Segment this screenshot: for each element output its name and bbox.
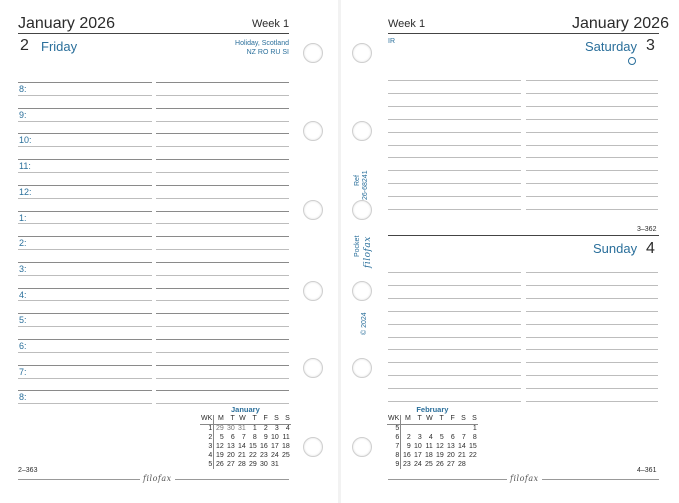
calendar-day: 24 bbox=[270, 451, 279, 459]
weekday-header: M bbox=[214, 415, 225, 424]
weekday-header: S bbox=[280, 415, 291, 424]
calendar-day bbox=[280, 460, 291, 469]
writing-line bbox=[388, 132, 521, 133]
writing-line bbox=[526, 298, 658, 299]
calendar-day: 5 bbox=[219, 433, 224, 441]
calendar-day: 31 bbox=[237, 424, 246, 432]
writing-line bbox=[526, 170, 658, 171]
weekday-header: M bbox=[401, 415, 412, 424]
mini-calendar-grid bbox=[387, 415, 478, 469]
calendar-day: 7 bbox=[461, 433, 466, 441]
writing-line bbox=[526, 209, 658, 210]
calendar-day: 29 bbox=[215, 424, 224, 432]
writing-line bbox=[156, 121, 289, 122]
calendar-day: 9 bbox=[406, 442, 411, 450]
left-header-rule bbox=[18, 33, 289, 34]
calendar-day: 15 bbox=[248, 442, 257, 450]
calendar-day: 21 bbox=[457, 451, 466, 459]
weekday-header: W bbox=[236, 415, 247, 424]
holiday-ir: IR bbox=[388, 38, 395, 45]
writing-line bbox=[388, 311, 521, 312]
hour-label: 11: bbox=[19, 161, 31, 172]
calendar-day bbox=[434, 424, 445, 433]
writing-line bbox=[18, 108, 152, 109]
writing-line bbox=[18, 172, 152, 173]
week-number: 3 bbox=[200, 442, 214, 451]
calendar-day: 14 bbox=[457, 442, 466, 450]
writing-line bbox=[156, 82, 289, 83]
calendar-day: 7 bbox=[241, 433, 246, 441]
calendar-day: 25 bbox=[424, 460, 433, 468]
writing-line bbox=[156, 339, 289, 340]
right-week-label: Week 1 bbox=[388, 18, 426, 30]
writing-line bbox=[388, 209, 521, 210]
writing-line bbox=[156, 249, 289, 250]
writing-line bbox=[526, 388, 658, 389]
writing-line bbox=[526, 145, 658, 146]
writing-line bbox=[18, 288, 152, 289]
writing-line bbox=[388, 285, 521, 286]
ring-hole bbox=[352, 437, 372, 457]
calendar-day: 30 bbox=[226, 424, 235, 432]
writing-line bbox=[18, 339, 152, 340]
writing-line bbox=[156, 211, 289, 212]
hour-label: 2: bbox=[19, 238, 27, 249]
calendar-day: 12 bbox=[215, 442, 224, 450]
moon-phase-icon bbox=[628, 57, 636, 65]
writing-line bbox=[18, 146, 152, 147]
calendar-day: 27 bbox=[226, 460, 235, 468]
writing-line bbox=[18, 365, 152, 366]
writing-line bbox=[388, 272, 521, 273]
saturday-number: 3 bbox=[646, 37, 655, 54]
calendar-day: 15 bbox=[468, 442, 477, 450]
weekday-header: T bbox=[225, 415, 236, 424]
left-brand-logo: filofax bbox=[140, 474, 175, 483]
calendar-day: 13 bbox=[226, 442, 235, 450]
calendar-day: 21 bbox=[237, 451, 246, 459]
calendar-day: 17 bbox=[413, 451, 422, 459]
writing-line bbox=[18, 352, 152, 353]
calendar-day: 2 bbox=[406, 433, 411, 441]
week-number: 1 bbox=[200, 424, 214, 433]
ring-hole bbox=[352, 200, 372, 220]
hour-label: 7: bbox=[19, 366, 27, 377]
week-row bbox=[387, 433, 478, 442]
writing-line bbox=[388, 170, 521, 171]
hour-label: 8: bbox=[19, 84, 27, 94]
writing-line bbox=[156, 108, 289, 109]
week-row bbox=[200, 451, 291, 460]
copyright-label: © 2024 bbox=[361, 312, 368, 335]
calendar-day: 18 bbox=[281, 442, 290, 450]
writing-line bbox=[388, 401, 521, 402]
left-week-label: Week 1 bbox=[252, 18, 290, 30]
writing-line bbox=[388, 106, 521, 107]
calendar-day: 16 bbox=[259, 442, 268, 450]
ring-hole bbox=[352, 358, 372, 378]
week-number: 4 bbox=[200, 451, 214, 460]
writing-line bbox=[526, 183, 658, 184]
calendar-day bbox=[401, 424, 412, 433]
writing-line bbox=[388, 375, 521, 376]
writing-line bbox=[388, 324, 521, 325]
writing-line bbox=[388, 93, 521, 94]
writing-line bbox=[156, 236, 289, 237]
writing-line bbox=[18, 378, 152, 379]
week-number: 9 bbox=[387, 460, 401, 469]
calendar-day: 13 bbox=[446, 442, 455, 450]
week-number: 7 bbox=[387, 442, 401, 451]
writing-line bbox=[156, 159, 289, 160]
writing-line bbox=[156, 146, 289, 147]
calendar-day: 1 bbox=[472, 424, 477, 432]
calendar-day: 18 bbox=[424, 451, 433, 459]
writing-line bbox=[156, 223, 289, 224]
writing-line bbox=[388, 298, 521, 299]
hour-label: 12: bbox=[19, 186, 32, 197]
calendar-day: 27 bbox=[446, 460, 455, 468]
writing-line bbox=[156, 133, 289, 134]
writing-line bbox=[18, 121, 152, 122]
writing-line bbox=[388, 362, 521, 363]
ref-code: 26-68241 bbox=[362, 170, 369, 200]
writing-line bbox=[156, 313, 289, 314]
writing-line bbox=[156, 378, 289, 379]
writing-line bbox=[388, 145, 521, 146]
ring-hole bbox=[352, 281, 372, 301]
writing-line bbox=[156, 300, 289, 301]
weekday-header: F bbox=[445, 415, 456, 424]
calendar-day: 20 bbox=[226, 451, 235, 459]
writing-line bbox=[388, 119, 521, 120]
calendar-day: 23 bbox=[259, 451, 268, 459]
weekday-header: W bbox=[423, 415, 434, 424]
week-row bbox=[387, 460, 478, 469]
writing-line bbox=[526, 337, 658, 338]
saturday-name: Saturday bbox=[585, 39, 638, 54]
writing-line bbox=[18, 133, 152, 134]
calendar-day: 31 bbox=[270, 460, 279, 468]
writing-line bbox=[526, 93, 658, 94]
writing-line bbox=[388, 196, 521, 197]
week-row bbox=[387, 451, 478, 460]
calendar-day: 19 bbox=[435, 451, 444, 459]
writing-line bbox=[526, 106, 658, 107]
calendar-day: 6 bbox=[450, 433, 455, 441]
hour-label: 6: bbox=[19, 341, 27, 351]
sunday-number: 4 bbox=[646, 240, 655, 257]
calendar-day: 19 bbox=[215, 451, 224, 459]
right-page bbox=[341, 0, 679, 503]
writing-line bbox=[526, 285, 658, 286]
weekday-header: T bbox=[412, 415, 423, 424]
calendar-day: 26 bbox=[215, 460, 224, 468]
calendar-day: 6 bbox=[230, 433, 235, 441]
size-label: Pocket bbox=[354, 235, 361, 257]
week-row bbox=[200, 460, 291, 469]
writing-line bbox=[388, 157, 521, 158]
writing-line bbox=[388, 388, 521, 389]
mini-calendar-january bbox=[200, 405, 291, 469]
calendar-day: 10 bbox=[413, 442, 422, 450]
calendar-day: 14 bbox=[237, 442, 246, 450]
left-month-title: January 2026 bbox=[18, 15, 115, 32]
weekday-header: S bbox=[269, 415, 280, 424]
week-row bbox=[200, 433, 291, 442]
calendar-day: 9 bbox=[263, 433, 268, 441]
calendar-day bbox=[412, 424, 423, 433]
hour-label: 4: bbox=[19, 289, 27, 300]
writing-line bbox=[526, 157, 658, 158]
ring-hole bbox=[303, 43, 323, 63]
writing-line bbox=[526, 375, 658, 376]
writing-line bbox=[526, 80, 658, 81]
ring-hole bbox=[303, 200, 323, 220]
week-number: 6 bbox=[387, 433, 401, 442]
writing-line bbox=[156, 95, 289, 96]
weekday-header: WK bbox=[201, 415, 213, 423]
writing-line bbox=[18, 185, 152, 186]
calendar-day: 22 bbox=[248, 451, 257, 459]
calendar-day: 26 bbox=[435, 460, 444, 468]
calendar-day: 3 bbox=[274, 424, 279, 432]
weekday-header: S bbox=[456, 415, 467, 424]
writing-line bbox=[526, 272, 658, 273]
writing-line bbox=[156, 172, 289, 173]
friday-number: 2 bbox=[20, 37, 29, 54]
ring-hole bbox=[303, 281, 323, 301]
hour-label: 8: bbox=[19, 392, 27, 403]
week-number: 2 bbox=[200, 433, 214, 442]
calendar-day: 28 bbox=[237, 460, 246, 468]
writing-line bbox=[526, 362, 658, 363]
calendar-day: 8 bbox=[472, 433, 477, 441]
calendar-day: 24 bbox=[413, 460, 422, 468]
hour-label: 3: bbox=[19, 263, 27, 274]
week-number: 5 bbox=[200, 460, 214, 469]
writing-line bbox=[156, 185, 289, 186]
writing-line bbox=[526, 401, 658, 402]
weekday-header: WK bbox=[388, 415, 400, 423]
holiday-line-2: NZ RO RU SI bbox=[246, 49, 289, 56]
ring-hole bbox=[352, 43, 372, 63]
mini-calendar-february bbox=[387, 405, 478, 469]
friday-name: Friday bbox=[41, 39, 78, 54]
mini-calendar-title: January bbox=[231, 405, 260, 414]
calendar-day: 28 bbox=[457, 460, 466, 468]
writing-line bbox=[18, 223, 152, 224]
week-row bbox=[200, 442, 291, 451]
writing-line bbox=[156, 262, 289, 263]
writing-line bbox=[388, 349, 521, 350]
writing-line bbox=[526, 349, 658, 350]
writing-line bbox=[18, 95, 152, 96]
writing-line bbox=[18, 275, 152, 276]
writing-line bbox=[526, 324, 658, 325]
hour-label: 9: bbox=[19, 109, 27, 120]
calendar-day: 11 bbox=[425, 442, 433, 450]
calendar-day bbox=[423, 424, 434, 433]
writing-line bbox=[526, 132, 658, 133]
week-number: 5 bbox=[387, 424, 401, 433]
writing-line bbox=[388, 183, 521, 184]
week-row bbox=[200, 424, 291, 433]
writing-line bbox=[156, 390, 289, 391]
writing-line bbox=[388, 80, 521, 81]
calendar-day bbox=[467, 460, 478, 469]
mini-calendar-grid bbox=[200, 415, 291, 469]
calendar-day: 16 bbox=[402, 451, 411, 459]
writing-line bbox=[526, 196, 658, 197]
right-brand-logo: filofax bbox=[507, 474, 542, 483]
calendar-day: 4 bbox=[285, 424, 290, 432]
calendar-day: 30 bbox=[259, 460, 268, 468]
calendar-day: 29 bbox=[248, 460, 257, 468]
hour-label: 1: bbox=[19, 212, 27, 223]
writing-line bbox=[18, 249, 152, 250]
writing-line bbox=[156, 352, 289, 353]
calendar-day: 17 bbox=[270, 442, 279, 450]
calendar-day: 22 bbox=[468, 451, 477, 459]
left-day-count: 2–363 bbox=[18, 467, 38, 474]
writing-line bbox=[18, 313, 152, 314]
calendar-day: 10 bbox=[270, 433, 279, 441]
writing-line bbox=[156, 365, 289, 366]
ref-label: Ref bbox=[354, 175, 361, 186]
writing-line bbox=[18, 326, 152, 327]
right-day-count: 4–361 bbox=[637, 467, 657, 474]
weekday-header: T bbox=[434, 415, 445, 424]
ring-hole bbox=[303, 121, 323, 141]
week-row bbox=[387, 424, 478, 433]
writing-line bbox=[18, 198, 152, 199]
mini-calendar-title: February bbox=[416, 405, 449, 414]
saturday-day-count: 3–362 bbox=[637, 226, 657, 233]
sunday-name: Sunday bbox=[593, 241, 638, 256]
calendar-day: 12 bbox=[435, 442, 444, 450]
calendar-day: 23 bbox=[402, 460, 411, 468]
calendar-day bbox=[445, 424, 456, 433]
calendar-day: 4 bbox=[428, 433, 433, 441]
writing-line bbox=[18, 262, 152, 263]
calendar-day: 5 bbox=[439, 433, 444, 441]
holiday-note bbox=[200, 39, 289, 57]
writing-line bbox=[18, 390, 152, 391]
writing-line bbox=[156, 275, 289, 276]
weekday-header: S bbox=[467, 415, 478, 424]
week-number: 8 bbox=[387, 451, 401, 460]
writing-line bbox=[18, 211, 152, 212]
calendar-day: 3 bbox=[417, 433, 422, 441]
weekend-divider bbox=[388, 235, 659, 236]
calendar-day: 25 bbox=[281, 451, 290, 459]
writing-line bbox=[18, 300, 152, 301]
calendar-day: 8 bbox=[252, 433, 257, 441]
hour-label: 5: bbox=[19, 315, 27, 326]
spine-brand-logo: filofax bbox=[363, 236, 373, 268]
writing-line bbox=[18, 82, 152, 83]
weekday-header: F bbox=[258, 415, 269, 424]
calendar-day: 11 bbox=[282, 433, 290, 441]
hour-label: 10: bbox=[19, 135, 32, 146]
ring-hole bbox=[303, 437, 323, 457]
writing-line bbox=[156, 198, 289, 199]
writing-line bbox=[156, 326, 289, 327]
writing-line bbox=[18, 159, 152, 160]
writing-line bbox=[156, 288, 289, 289]
writing-line bbox=[18, 403, 152, 404]
left-page bbox=[0, 0, 338, 503]
writing-line bbox=[526, 311, 658, 312]
right-header-rule bbox=[388, 33, 659, 34]
writing-line bbox=[388, 337, 521, 338]
writing-line bbox=[526, 119, 658, 120]
holiday-line-1: Holiday, Scotland bbox=[235, 40, 289, 47]
ring-hole bbox=[352, 121, 372, 141]
right-month-title: January 2026 bbox=[572, 15, 669, 32]
calendar-day bbox=[456, 424, 467, 433]
calendar-day: 20 bbox=[446, 451, 455, 459]
week-row bbox=[387, 442, 478, 451]
weekday-header: T bbox=[247, 415, 258, 424]
calendar-day: 1 bbox=[252, 424, 257, 432]
calendar-day: 2 bbox=[263, 424, 268, 432]
ring-hole bbox=[303, 358, 323, 378]
writing-line bbox=[18, 236, 152, 237]
